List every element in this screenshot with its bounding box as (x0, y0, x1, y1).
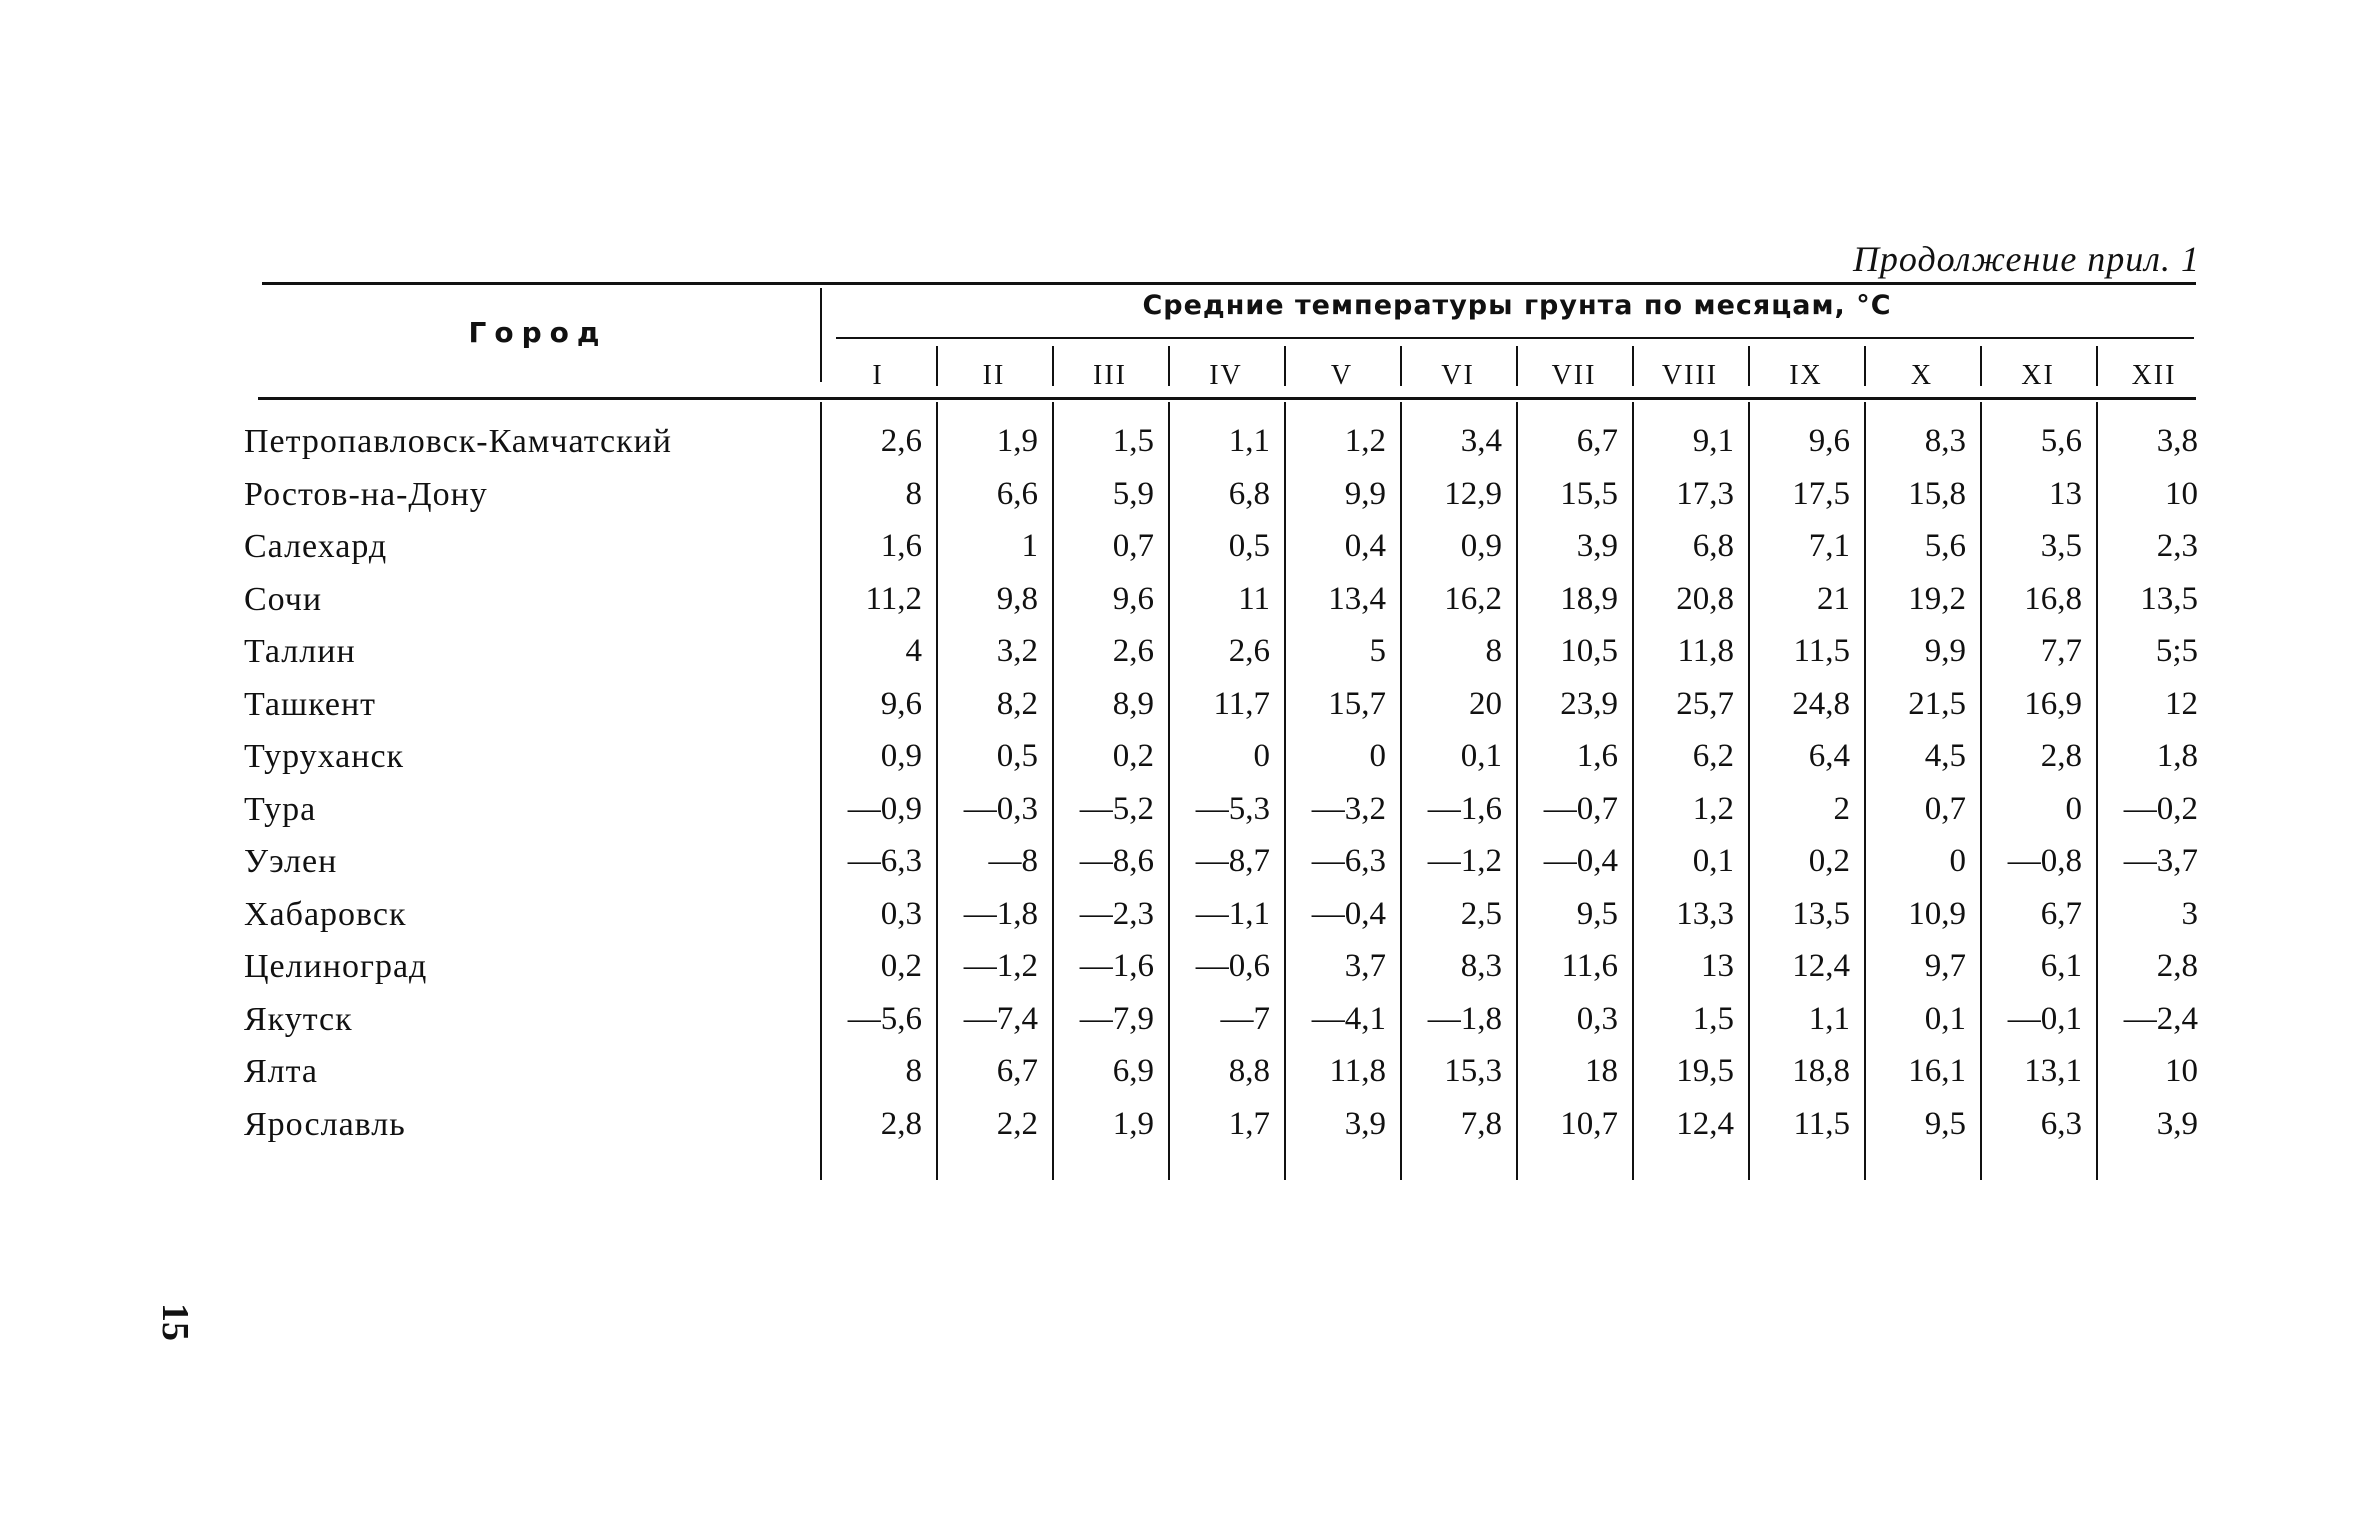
temperature-cell: 1 (1021, 528, 1038, 564)
temperature-cell: 3,2 (996, 633, 1038, 669)
temperature-cell: 15,7 (1328, 685, 1386, 722)
month-divider (936, 346, 938, 386)
temperature-cell: —0,2 (2123, 790, 2198, 827)
temperature-cell: 6,4 (1808, 738, 1850, 774)
temperature-cell: 10 (2165, 1053, 2198, 1089)
temperature-cell: 13,5 (2140, 580, 2198, 617)
temperature-cell: 17,5 (1792, 475, 1850, 512)
temperature-cell: —8 (988, 843, 1038, 879)
table-row (244, 475, 2198, 528)
temperature-cell: 8,2 (996, 685, 1038, 722)
month-divider (1168, 346, 1170, 386)
temperature-cell: 7,7 (2040, 633, 2082, 669)
temperature-cell: 9,5 (1924, 1105, 1966, 1142)
city-name: Тура (244, 790, 317, 828)
temperature-cell: 4,5 (1924, 738, 1966, 774)
temperature-cell: —0,4 (1543, 843, 1618, 879)
temperature-cell: 9,6 (880, 685, 922, 722)
temperature-cell: 1,9 (996, 423, 1038, 459)
temperature-cell: 9,6 (1112, 580, 1154, 617)
temperature-cell: —0,4 (1311, 895, 1386, 932)
temperature-cell: 13,5 (1792, 895, 1850, 932)
temperature-cell: 0,1 (1692, 843, 1734, 879)
month-header: VIII (1661, 360, 1719, 391)
temperature-cell: 21 (1817, 580, 1850, 617)
temperature-cell: 2,3 (2156, 528, 2198, 564)
temperature-cell: 0,9 (1460, 528, 1502, 564)
temperature-cell: 3 (2181, 895, 2198, 932)
temperature-cell: 1,5 (1692, 1000, 1734, 1037)
temperature-cell: 0 (1253, 738, 1270, 774)
column-header-group: Средние температуры грунта по месяцам, °С (1142, 290, 1892, 321)
temperature-cell: 9,5 (1576, 895, 1618, 932)
table-row (244, 1000, 2198, 1053)
temperature-cell: 8,8 (1228, 1053, 1270, 1089)
month-header: IV (1209, 360, 1243, 391)
column-divider (1052, 402, 1054, 1180)
temperature-cell: 6,8 (1692, 528, 1734, 564)
temperature-cell: 0,2 (1808, 843, 1850, 879)
temperature-cell: 24,8 (1792, 685, 1850, 722)
temperature-cell: 15,5 (1560, 475, 1618, 512)
city-name: Якутск (244, 1000, 353, 1038)
temperature-cell: 6,7 (2040, 895, 2082, 932)
temperature-cell: 10,5 (1560, 633, 1618, 669)
temperature-cell: 5,6 (2040, 423, 2082, 459)
temperature-cell: —1,6 (1079, 948, 1154, 984)
temperature-cell: 0,3 (1576, 1000, 1618, 1037)
temperature-cell: 9,7 (1924, 948, 1966, 984)
temperature-cell: —1,2 (1427, 843, 1502, 879)
temperature-cell: —7 (1220, 1000, 1270, 1037)
temperature-cell: 3,9 (1344, 1105, 1386, 1142)
temperature-cell: 5,9 (1112, 475, 1154, 512)
temperature-cell: —7,4 (963, 1000, 1038, 1037)
temperature-cell: 2,8 (2156, 948, 2198, 984)
temperature-cell: 0,2 (880, 948, 922, 984)
temperature-cell: 8,3 (1924, 423, 1966, 459)
temperature-cell: 11,5 (1793, 633, 1850, 669)
temperature-cell: 6,8 (1228, 475, 1270, 512)
month-header: VI (1441, 360, 1475, 391)
column-divider (936, 402, 938, 1180)
temperature-cell: 1,9 (1112, 1105, 1154, 1142)
temperature-cell: 5;5 (2155, 633, 2198, 669)
month-header: X (1910, 360, 1934, 391)
temperature-cell: 21,5 (1908, 685, 1966, 722)
temperature-cell: 11 (1238, 580, 1270, 617)
city-name: Салехард (244, 528, 388, 565)
month-divider (1864, 346, 1866, 386)
temperature-cell: 10,7 (1560, 1105, 1618, 1142)
temperature-cell: 13 (1701, 948, 1734, 984)
month-header: III (1093, 360, 1127, 391)
temperature-cell: 16,9 (2024, 685, 2082, 722)
temperature-cell: 10 (2165, 475, 2198, 512)
temperature-cell: 6,7 (996, 1053, 1038, 1089)
group-header-rule (836, 337, 2194, 339)
temperature-cell: 3,4 (1460, 423, 1502, 459)
temperature-cell: —0,3 (963, 790, 1038, 827)
table-row (244, 685, 2198, 738)
temperature-cell: 9,9 (1344, 475, 1386, 512)
temperature-cell: 1,2 (1344, 423, 1386, 459)
temperature-cell: 2,6 (1112, 633, 1154, 669)
temperature-cell: 3,9 (2156, 1105, 2198, 1142)
temperature-cell: 13 (2049, 475, 2082, 512)
month-header: XII (2131, 360, 2177, 391)
temperature-cell: 12,4 (1676, 1105, 1734, 1142)
continuation-label: Продолжение прил. 1 (1852, 239, 2200, 279)
city-name: Петропавловск-Камчатский (244, 423, 672, 460)
temperature-cell: 1,1 (1808, 1000, 1850, 1037)
temperature-cell: 2,6 (880, 423, 922, 459)
temperature-cell: 23,9 (1560, 685, 1618, 722)
temperature-cell: 16,8 (2024, 580, 2082, 617)
table-row (244, 1105, 2198, 1158)
month-header: IX (1789, 360, 1823, 391)
city-name: Ярославль (244, 1105, 406, 1143)
city-name: Уэлен (244, 843, 338, 880)
temperature-cell: 17,3 (1676, 475, 1734, 512)
month-header: I (872, 360, 884, 391)
temperature-cell: 0,5 (1228, 528, 1270, 564)
temperature-cell: 9,8 (996, 580, 1038, 617)
temperature-cell: 6,1 (2040, 948, 2082, 984)
temperature-cell: 3,8 (2156, 423, 2198, 459)
temperature-cell: —1,6 (1427, 790, 1502, 827)
temperature-cell: 6,2 (1692, 738, 1734, 774)
temperature-cell: 11,8 (1677, 633, 1734, 669)
temperature-cell: 12,4 (1792, 948, 1850, 984)
month-divider (1980, 346, 1982, 386)
column-divider (1284, 402, 1286, 1180)
temperature-cell: —0,7 (1543, 790, 1618, 827)
temperature-cell: 18 (1585, 1053, 1618, 1089)
temperature-cell: —4,1 (1311, 1000, 1386, 1037)
temperature-cell: 11,7 (1213, 685, 1270, 722)
month-header: XI (2021, 360, 2055, 391)
temperature-cell: —1,2 (963, 948, 1038, 984)
temperature-cell: 2 (1833, 790, 1850, 827)
temperature-cell: 0,2 (1112, 738, 1154, 774)
temperature-cell: 8 (905, 1053, 922, 1089)
temperature-cell: 1,1 (1228, 423, 1270, 459)
temperature-cell: 15,8 (1908, 475, 1966, 512)
temperature-cell: —0,6 (1195, 948, 1270, 984)
temperature-cell: 10,9 (1908, 895, 1966, 932)
month-divider (2096, 346, 2098, 386)
column-divider (1400, 402, 1402, 1180)
column-divider (1748, 402, 1750, 1180)
table-row (244, 895, 2198, 948)
temperature-cell: 6,6 (996, 475, 1038, 512)
table-row (244, 1053, 2198, 1105)
temperature-cell: 15,3 (1444, 1053, 1502, 1089)
temperature-cell: 1,5 (1112, 423, 1154, 459)
temperature-cell: 8 (905, 475, 922, 512)
temperature-cell: 0,1 (1460, 738, 1502, 774)
city-name: Целиноград (244, 948, 428, 985)
temperature-cell: 7,8 (1460, 1105, 1502, 1142)
temperature-cell: 1,6 (1576, 738, 1618, 774)
temperature-cell: 18,9 (1560, 580, 1618, 617)
month-header: V (1330, 360, 1354, 391)
temperature-cell: —7,9 (1079, 1000, 1154, 1037)
temperature-cell: 3,5 (2040, 528, 2082, 564)
temperature-cell: 9,6 (1808, 423, 1850, 459)
temperature-cell: 1,7 (1228, 1105, 1270, 1142)
temperature-cell: 8,3 (1460, 948, 1502, 984)
table-row (244, 580, 2198, 633)
temperature-cell: 16,1 (1908, 1053, 1966, 1089)
temperature-cell: 11,2 (865, 580, 922, 617)
temperature-cell: 2,8 (2040, 738, 2082, 774)
city-name: Ташкент (244, 685, 377, 723)
temperature-cell: 3,7 (1344, 948, 1386, 984)
month-header: VII (1551, 360, 1597, 391)
temperature-cell: 11,6 (1561, 948, 1618, 984)
temperature-cell: 8,9 (1112, 685, 1154, 722)
temperature-cell: —5,3 (1195, 790, 1270, 827)
temperature-cell: 2,8 (880, 1105, 922, 1142)
temperature-cell: 0 (1369, 738, 1386, 774)
city-name: Сочи (244, 580, 323, 618)
temperature-cell: 19,2 (1908, 580, 1966, 617)
month-divider (1400, 346, 1402, 386)
temperature-cell: 20 (1469, 685, 1502, 722)
city-name: Хабаровск (244, 895, 407, 933)
month-divider (1748, 346, 1750, 386)
table-row (244, 633, 2198, 685)
temperature-cell: —5,6 (847, 1000, 922, 1037)
temperature-cell: 20,8 (1676, 580, 1734, 617)
temperature-cell: 1,2 (1692, 790, 1734, 827)
column-divider (1980, 402, 1982, 1180)
temperature-cell: —3,7 (2123, 843, 2198, 879)
month-header: II (982, 360, 1006, 391)
table-row (244, 948, 2198, 1000)
temperature-cell: —2,3 (1079, 895, 1154, 932)
temperature-cell: 9,1 (1692, 423, 1734, 459)
temperature-cell: —0,8 (2007, 843, 2082, 879)
temperature-cell: 7,1 (1808, 528, 1850, 564)
temperature-cell: —3,2 (1311, 790, 1386, 827)
temperature-cell: —8,7 (1195, 843, 1270, 879)
temperature-cell: 4 (905, 633, 922, 669)
table-top-rule (262, 282, 2196, 285)
temperature-cell: 6,3 (2040, 1105, 2082, 1142)
temperature-cell: 11,5 (1793, 1105, 1850, 1142)
temperature-cell: 2,6 (1228, 633, 1270, 669)
temperature-cell: —0,9 (847, 790, 922, 827)
city-name: Туруханск (244, 738, 405, 775)
temperature-cell: 16,2 (1444, 580, 1502, 617)
column-divider (1632, 402, 1634, 1180)
temperature-cell: 13,1 (2024, 1053, 2082, 1089)
temperature-cell: —1,1 (1195, 895, 1270, 932)
temperature-cell: —8,6 (1079, 843, 1154, 879)
temperature-cell: 0,7 (1112, 528, 1154, 564)
column-divider (1864, 402, 1866, 1180)
table-row (244, 528, 2198, 580)
temperature-cell: 0,4 (1344, 528, 1386, 564)
city-name: Ялта (244, 1053, 319, 1090)
temperature-cell: 8 (1485, 633, 1502, 669)
table-row (244, 423, 2198, 475)
temperature-cell: —1,8 (1427, 1000, 1502, 1037)
temperature-cell: 0,9 (880, 738, 922, 774)
temperature-cell: —6,3 (1311, 843, 1386, 879)
temperature-cell: —0,1 (2007, 1000, 2082, 1037)
table-row (244, 790, 2198, 843)
temperature-cell: —2,4 (2123, 1000, 2198, 1037)
month-divider (1052, 346, 1054, 386)
column-divider (2096, 402, 2098, 1180)
temperature-cell: 0 (1949, 843, 1966, 879)
temperature-cell: 9,9 (1924, 633, 1966, 669)
temperature-cell: 11,8 (1329, 1053, 1386, 1089)
temperature-cell: 12 (2165, 685, 2198, 722)
page-number: 15 (154, 1303, 196, 1341)
city-name: Таллин (244, 633, 356, 670)
month-divider (1516, 346, 1518, 386)
temperature-cell: 13,4 (1328, 580, 1386, 617)
temperature-cell: —5,2 (1079, 790, 1154, 827)
temperature-cell: 18,8 (1792, 1053, 1850, 1089)
temperature-cell: 19,5 (1676, 1053, 1734, 1089)
temperature-cell: 0 (2065, 790, 2082, 827)
temperature-cell: 6,9 (1112, 1053, 1154, 1089)
temperature-cell: —1,8 (963, 895, 1038, 932)
temperature-cell: 12,9 (1444, 475, 1502, 512)
column-header-city: Город (468, 316, 608, 349)
temperature-cell: 2,2 (996, 1105, 1038, 1142)
temperature-cell: 0,3 (880, 895, 922, 932)
temperature-cell: 13,3 (1676, 895, 1734, 932)
table-row (244, 738, 2198, 790)
city-name: Ростов-на-Дону (244, 475, 488, 513)
temperature-cell: 1,8 (2156, 738, 2198, 774)
month-divider (1632, 346, 1634, 386)
column-divider (1516, 402, 1518, 1180)
temperature-cell: 2,5 (1460, 895, 1502, 932)
temperature-cell: 0,7 (1924, 790, 1966, 827)
month-divider (1284, 346, 1286, 386)
column-divider (1168, 402, 1170, 1180)
header-bottom-rule (258, 397, 2196, 400)
temperature-cell: 6,7 (1576, 423, 1618, 459)
temperature-cell: 3,9 (1576, 528, 1618, 564)
temperature-cell: 5 (1369, 633, 1386, 669)
column-divider (820, 402, 822, 1180)
temperature-cell: 0,1 (1924, 1000, 1966, 1037)
temperature-cell: 1,6 (880, 528, 922, 564)
temperature-cell: 0,5 (996, 738, 1038, 774)
temperature-cell: 25,7 (1676, 685, 1734, 722)
temperature-cell: —6,3 (847, 843, 922, 879)
table-row (244, 843, 2198, 895)
temperature-cell: 5,6 (1924, 528, 1966, 564)
